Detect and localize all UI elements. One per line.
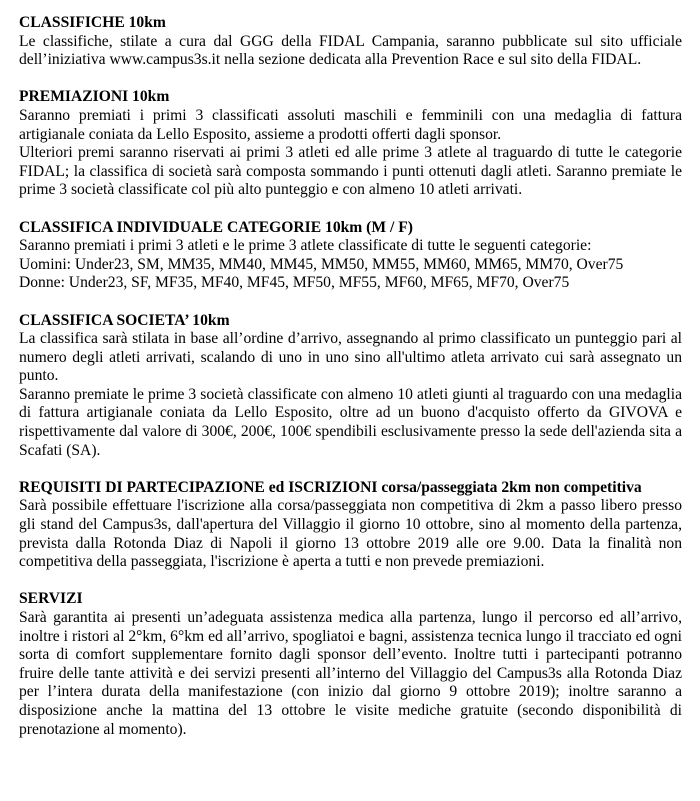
section-classifica-societa xyxy=(19,312,682,461)
section-heading: PREMIAZIONI 10km xyxy=(19,88,170,106)
section-premiazioni xyxy=(19,88,682,200)
section-heading: CLASSIFICA INDIVIDUALE CATEGORIE 10km (M / F) xyxy=(19,218,413,236)
section-paragraph: La classifica sarà stilata in base all’ordine d’arrivo, assegnando al primo classificato un punteggio pari al numero degli atleti arrivati, scalando di uno in uno sino all'ultimo atleta arrivato cui sarà assegnato un punto. xyxy=(19,330,682,385)
section-classifica-individuale xyxy=(19,219,682,293)
section-heading: CLASSIFICHE 10km xyxy=(19,14,166,31)
section-paragraph: Le classifiche, stilate a cura dal GGG della FIDAL Campania, saranno pubblicate sul sito ufficiale dell’iniziativa www.campus3s.it nella sezione dedicata alla Prevention Race e sul sito della FIDAL. xyxy=(19,32,682,69)
categories-intro: Saranno premiati i primi 3 atleti e le prime 3 atlete classificate di tutte le seguenti categorie: xyxy=(19,237,592,255)
section-servizi xyxy=(19,590,682,739)
categories-men: Uomini: Under23, SM, MM35, MM40, MM45, MM50, MM55, MM60, MM65, MM70, Over75 xyxy=(19,255,624,273)
section-requisiti xyxy=(19,479,682,572)
section-classifiche xyxy=(19,14,682,70)
section-paragraph: Saranno premiate le prime 3 società classificate con almeno 10 atleti giunti al traguardo con una medaglia di fattura artigianale coniata da Lello Esposito, oltre ad un buono d'acquisto offerto da GIVOVA e rispettivamente dal valore di 300€, 200€, 100€ spendibili esclusivamente presso la sede dell'azienda sita a Scafati (SA). xyxy=(19,385,682,459)
section-heading: CLASSIFICA SOCIETA’ 10km xyxy=(19,311,230,329)
section-paragraph: Sarà possibile effettuare l'iscrizione alla corsa/passeggiata non competitiva di 2km a passo libero presso gli stand del Campus3s, dall'apertura del Villaggio il giorno 10 ottobre, sino al momento della partenza, prevista dalla Rotonda Diaz di Napoli il giorno 13 ottobre 2019 alle ore 9.00. Data la finalità non competitiva della passeggiata, l'iscrizione è aperta a tutti e non prevede premiazioni. xyxy=(19,497,682,571)
section-paragraph: Sarà garantita ai presenti un’adeguata assistenza medica alla partenza, lungo il percorso ed all’arrivo, inoltre i ristori al 2°km, 6°km ed all’arrivo, spogliatoi e bagni, assistenza tecnica lungo il tracciato ed ogni sorta di comfort supplementare fornito dagli sponsor dell’evento. Inoltre tutti i partecipanti potranno fruire delle tante attività e dei servizi presenti all’interno del Villaggio del Campus3s alla Rotonda Diaz per l’intera durata della manifestazione (con inizio dal giorno 9 ottobre 2019); inoltre saranno a disposizione anche la mattina del 13 ottobre le visite mediche gratuite (secondo disponibilità di prenotazione al momento). xyxy=(19,609,682,738)
categories-women: Donne: Under23, SF, MF35, MF40, MF45, MF50, MF55, MF60, MF65, MF70, Over75 xyxy=(19,274,570,292)
section-paragraph: Ulteriori premi saranno riservati ai primi 3 atleti ed alle prime 3 atlete al traguardo di tutte le categorie FIDAL; la classifica di società sarà composta sommando i punti ottenuti dagli atleti. Saranno premiate le prime 3 società classificate col più alto punteggio e con almeno 10 atleti arrivati. xyxy=(19,144,682,199)
section-heading: SERVIZI xyxy=(19,590,83,608)
section-paragraph: Saranno premiati i primi 3 classificati assoluti maschili e femminili con una medaglia di fattura artigianale coniata da Lello Esposito, assieme a prodotti offerti dagli sponsor. xyxy=(19,106,682,143)
section-heading: REQUISITI DI PARTECIPAZIONE ed ISCRIZIONI corsa/passeggiata 2km non competitiva xyxy=(19,478,642,496)
